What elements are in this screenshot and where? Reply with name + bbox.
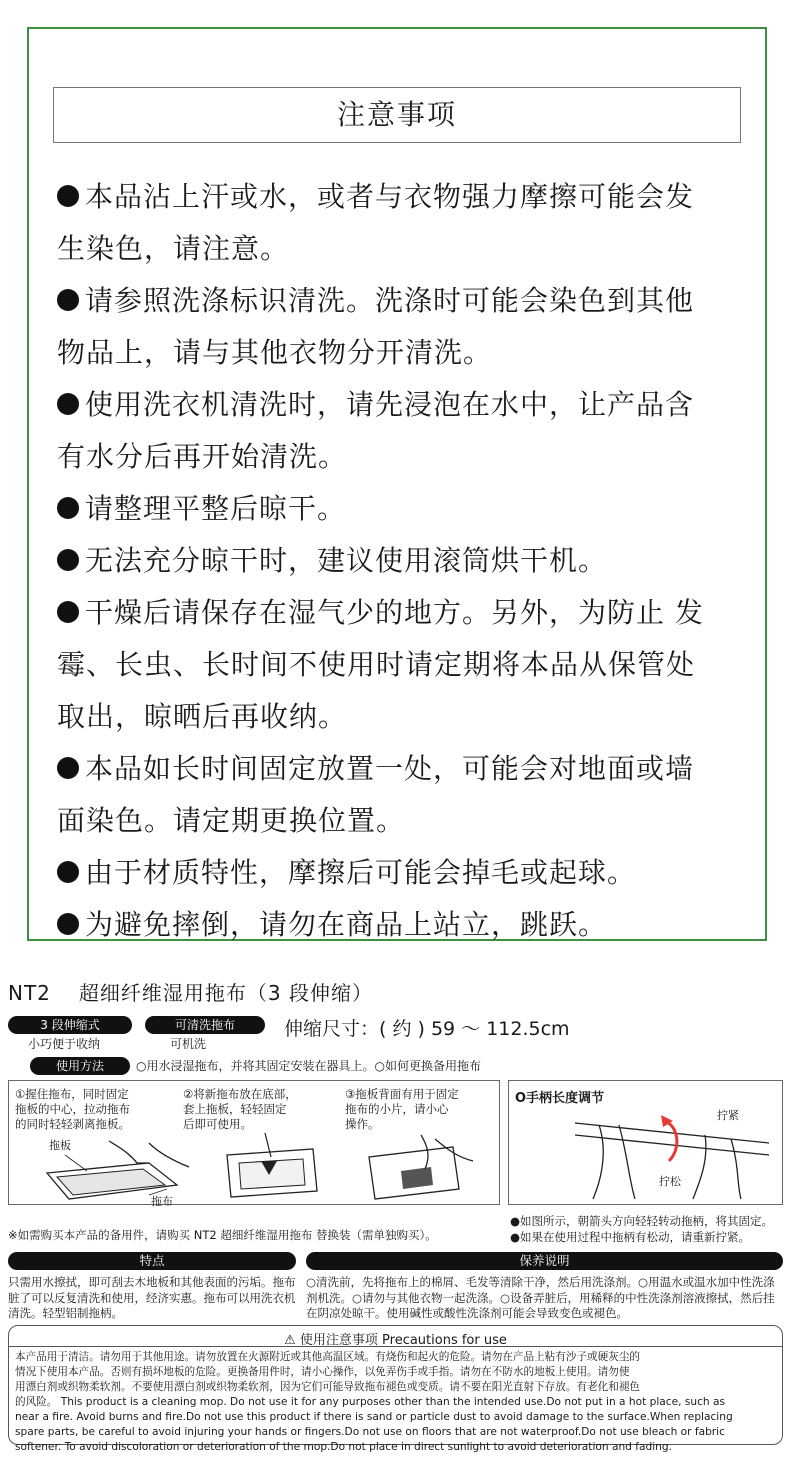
notice-item bbox=[57, 535, 747, 587]
spare-parts-note: ※如需购买本产品的备用件，请购买 NT2 超细纤维湿用拖布 替换装（需单独购买）。 bbox=[8, 1228, 437, 1242]
badge-telescopic-sub: 小巧便于收纳 bbox=[28, 1037, 101, 1051]
precaution-line: 本产品用于清洁。请勿用于其他用途。请勿放置在火源附近或其他高温区域。有烧伤和起火的危险。请勿在产品上粘有沙子或硬灰尘的 bbox=[15, 1351, 641, 1363]
notice-item-text: 有水分后再开始清洗。 bbox=[57, 440, 348, 473]
handle-adjust-panel bbox=[508, 1080, 783, 1205]
notice-item-text: 为避免摔倒，请勿在商品上站立，跳跃。 bbox=[85, 908, 608, 941]
precaution-line: near a fire. Avoid burns and fire.Do not use this product if there is sand or particle dust to avoid damage to the surface.When replacing bbox=[15, 1411, 733, 1423]
notice-item-text: 物品上，请与其他衣物分开清洗。 bbox=[57, 336, 493, 369]
notice-item-text: 无法充分晾干时，建议使用滚筒烘干机。 bbox=[85, 544, 608, 577]
notice-item-text: 霉、长虫、长时间不使用时请定期将本品从保管处 bbox=[57, 648, 696, 681]
features-title: 特点 bbox=[8, 1252, 296, 1270]
bullet-icon bbox=[57, 549, 79, 571]
precaution-line: softener. To avoid discoloration or deterioration of the mop.Do not place in direct sunlight to avoid deterioration and fading. bbox=[15, 1441, 672, 1453]
notice-panel bbox=[27, 27, 767, 941]
usage-text: ○用水浸湿拖布，并将其固定安装在器具上。○如何更换备用拖布 bbox=[136, 1059, 481, 1073]
handle-title: O手柄长度调节 bbox=[515, 1091, 605, 1106]
step-3: ③拖板背面有用于固定 拖布的小片，请小心 操作。 bbox=[345, 1087, 459, 1131]
badge-washable: 可清洗拖布 bbox=[145, 1016, 265, 1034]
notice-item bbox=[57, 639, 747, 691]
badge-telescopic: 3 段伸缩式 bbox=[8, 1016, 132, 1034]
replacement-steps bbox=[8, 1080, 500, 1208]
step-3-illustration bbox=[361, 1131, 481, 1203]
notice-item bbox=[57, 483, 747, 535]
bullet-icon bbox=[57, 289, 79, 311]
care-text: ○清洗前，先将拖布上的棉屑、毛发等清除干净，然后用洗涤剂。○用温水或温水加中性洗涤剂机洗。○请勿与其他衣物一起洗涤。○设备弄脏后，用稀释的中性洗涤剂溶液擦拭，然后挂在阴凉处晾干。使用碱性或酸性洗涤剂可能会导致变色或褪色。 bbox=[306, 1275, 775, 1320]
notice-item-text: 取出，晾晒后再收纳。 bbox=[57, 700, 348, 733]
notice-item bbox=[57, 379, 747, 431]
step-2: ②将新拖布放在底部， 套上拖板，轻轻固定 后即可使用。 bbox=[183, 1087, 297, 1131]
notice-item bbox=[57, 275, 747, 327]
label-tighten: 拧紧 bbox=[717, 1109, 739, 1122]
features-text: 只需用水擦拭，即可刮去木地板和其他表面的污垢。拖布脏了可以反复清洗和使用，经济实惠。拖布可以用洗衣机清洗。轻型铝制拖柄。 bbox=[8, 1275, 296, 1320]
precaution-line: 情况下使用本产品。否则有损坏地板的危险。更换备用件时，请小心操作，以免弄伤手或手指。请勿在不防水的地板上使用。请勿使 bbox=[15, 1366, 630, 1378]
notice-item-text: 本品沾上汗或水，或者与衣物强力摩擦可能会发 bbox=[85, 180, 695, 213]
usage-badge: 使用方法 bbox=[30, 1057, 130, 1075]
notice-item bbox=[57, 743, 747, 795]
bullet-icon bbox=[57, 393, 79, 415]
care-title: 保养说明 bbox=[306, 1252, 783, 1270]
product-code: NT2 bbox=[8, 981, 51, 1005]
bullet-icon bbox=[57, 185, 79, 207]
step-2-illustration bbox=[217, 1131, 327, 1203]
notice-item-text: 面染色。请定期更换位置。 bbox=[57, 804, 406, 837]
notice-item bbox=[57, 847, 747, 899]
notice-list bbox=[57, 171, 747, 951]
label-mop-plate: 拖板 bbox=[49, 1139, 71, 1152]
notice-item-text: 由于材质特性，摩擦后可能会掉毛或起球。 bbox=[85, 856, 637, 889]
precautions-panel bbox=[8, 1325, 783, 1453]
notice-item bbox=[57, 795, 747, 847]
notice-item-text: 请参照洗涤标识清洗。洗涤时可能会染色到其他 bbox=[85, 284, 695, 317]
notice-item bbox=[57, 691, 747, 743]
precaution-line: 用漂白剂或织物柔软剂。不要使用漂白剂或织物柔软剂，因为它们可能导致拖布褪色或变质。请不要在阳光直射下存放。有老化和褪色 bbox=[15, 1381, 641, 1393]
notice-item bbox=[57, 587, 747, 639]
precautions-body bbox=[15, 1350, 780, 1455]
notice-item-text: 本品如长时间固定放置一处，可能会对地面或墙 bbox=[85, 752, 695, 785]
precaution-line: 的风险。 This product is a cleaning mop. Do not use it for any purposes other than the intended use.Do not put in a hot place, such as bbox=[15, 1396, 726, 1408]
product-heading bbox=[8, 977, 373, 1006]
precautions-title: ⚠ 使用注意事项 Precautions for use bbox=[284, 1333, 507, 1348]
bullet-icon bbox=[57, 757, 79, 779]
notice-item bbox=[57, 223, 747, 275]
notice-item-text: 生染色，请注意。 bbox=[57, 232, 290, 265]
notice-item-text: 使用洗衣机清洗时，请先浸泡在水中，让产品含 bbox=[85, 388, 695, 421]
notice-item-text: 干燥后请保存在湿气少的地方。另外，为防止 发 bbox=[85, 596, 704, 629]
step-1: ①握住拖布，同时固定 拖板的中心，拉动拖布 的同时轻轻剥离拖板。 bbox=[15, 1087, 130, 1131]
notice-item bbox=[57, 171, 747, 223]
notice-item bbox=[57, 327, 747, 379]
precautions-divider bbox=[9, 1346, 782, 1347]
notice-item-text: 请整理平整后晾干。 bbox=[85, 492, 347, 525]
notice-item bbox=[57, 899, 747, 951]
bullet-icon bbox=[57, 861, 79, 883]
size-spec: 伸缩尺寸：( 约 ) 59 ～ 112.5cm bbox=[284, 1018, 570, 1040]
bullet-icon bbox=[57, 913, 79, 935]
product-name: 超细纤维湿用拖布（3 段伸缩） bbox=[78, 981, 373, 1005]
precaution-line: spare parts, be careful to avoid injuring your hands or fingers.Do not use on floors that are not waterproof.Do not use bleach or fabric bbox=[15, 1426, 725, 1438]
bullet-icon bbox=[57, 601, 79, 623]
label-loosen: 拧松 bbox=[659, 1175, 681, 1188]
handle-note-1: ●如图所示，朝箭头方向轻轻转动拖柄，将其固定。 bbox=[510, 1214, 774, 1228]
notice-title: 注意事项 bbox=[53, 87, 741, 143]
notice-item bbox=[57, 431, 747, 483]
badge-washable-sub: 可机洗 bbox=[170, 1037, 207, 1051]
bullet-icon bbox=[57, 497, 79, 519]
label-mop-cloth: 拖布 bbox=[151, 1195, 173, 1208]
handle-note-2: ●如果在使用过程中拖柄有松动，请重新拧紧。 bbox=[510, 1230, 751, 1244]
